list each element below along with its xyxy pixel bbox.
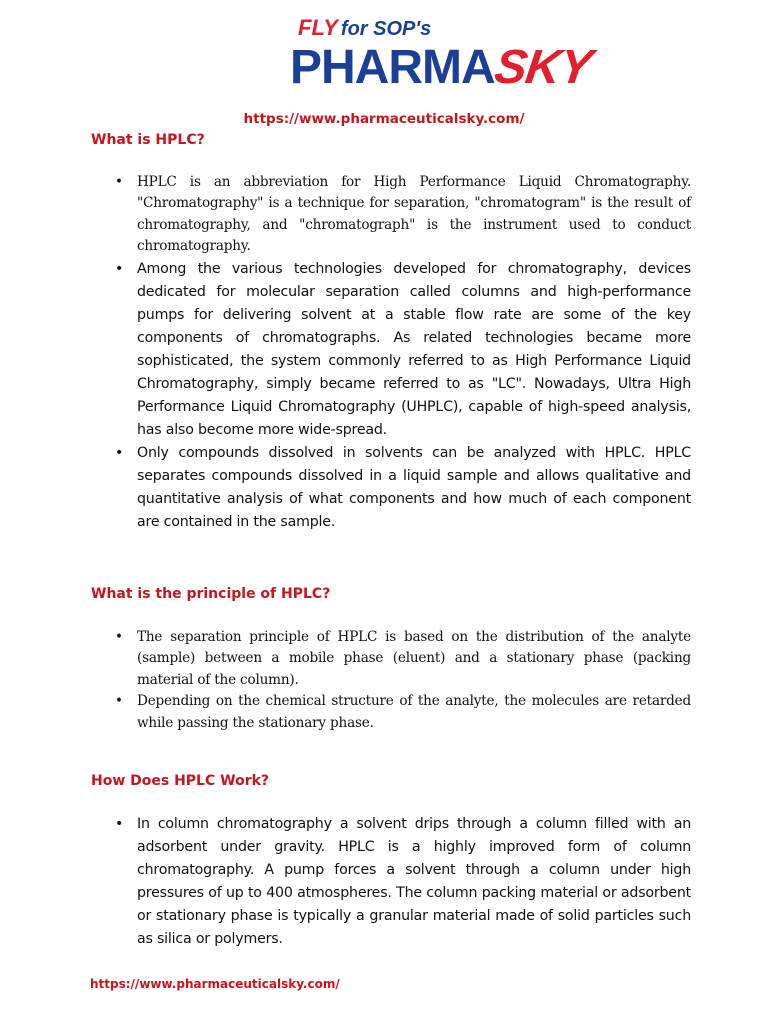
list-item: • Only compounds dissolved in solvents can be analyzed with HPLC. HPLC separates compounds dissolved in a liquid sample and allows qualitative and quantitative analysis of what components and how much of each component are contained in the sample.: [91, 442, 691, 534]
hplc-principle-list: [91, 627, 691, 734]
list-item: • HPLC is an abbreviation for High Performance Liquid Chromatography. "Chromatography" is a technique for separation, "chromatogram" is the result of chromatography, and "chromatograph" is the instrument used to conduct chromatography.: [91, 172, 691, 258]
logo-pharma-text: PHARMA: [290, 41, 495, 94]
hplc-working-list: [91, 813, 691, 951]
pharmasky-logo: [288, 14, 595, 102]
footer-url-link[interactable]: https://www.pharmaceuticalsky.com/: [90, 977, 340, 991]
logo-fly-text: FLY: [298, 15, 338, 40]
header-url-link[interactable]: https://www.pharmaceuticalsky.com/: [243, 111, 525, 127]
heading-how-does-hplc-work: How Does HPLC Work?: [91, 773, 270, 789]
hplc-definition-list: [91, 172, 691, 534]
logo-sky-text: SKY: [491, 41, 595, 94]
logo-wordmark: [290, 41, 595, 94]
list-item: • Depending on the chemical structure of the analyte, the molecules are retarded while passing the stationary phase.: [91, 691, 691, 734]
heading-principle-of-hplc: What is the principle of HPLC?: [91, 586, 331, 602]
list-item: • In column chromatography a solvent drips through a column filled with an adsorbent under gravity. HPLC is a highly improved form of column chromatography. A pump forces a solvent through a column under high pressures of up to 400 atmospheres. The column packing material or adsorbent or stationary phase is typically a granular material made of solid particles such as silica or polymers.: [91, 813, 691, 951]
list-item: • The separation principle of HPLC is based on the distribution of the analyte (sample) between a mobile phase (eluent) and a stationary phase (packing material of the column).: [91, 627, 691, 691]
list-item: • Among the various technologies developed for chromatography, devices dedicated for molecular separation called columns and high-performance pumps for delivering solvent at a stable flow rate are some of the key components of chromatographs. As related technologies became more sophisticated, the system commonly referred to as High Performance Liquid Chromatography, simply became referred to as "LC". Nowadays, Ultra High Performance Liquid Chromatography (UHPLC), capable of high-speed analysis, has also become more wide-spread.: [91, 258, 691, 442]
logo-for-sops-text: for SOP's: [340, 18, 432, 40]
heading-what-is-hplc: What is HPLC?: [91, 132, 205, 148]
logo-tagline: [298, 17, 431, 39]
